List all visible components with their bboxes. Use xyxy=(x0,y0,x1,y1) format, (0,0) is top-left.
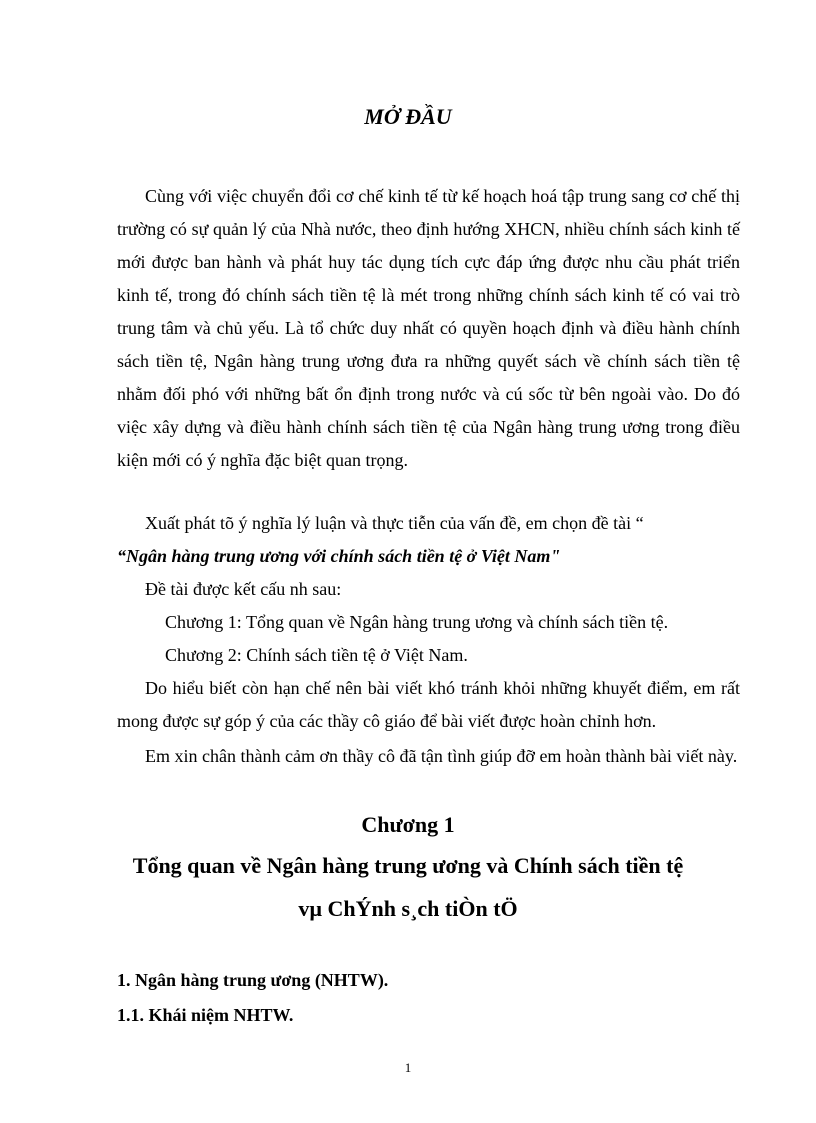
intro-paragraph-3: Do hiểu biết còn hạn chế nên bài viết khó tránh khỏi những khuyết điểm, em rất mong được sự góp ý của các thầy cô giáo để bài viết được hoàn chỉnh hơn. xyxy=(117,678,740,731)
section-heading-1: 1. Ngân hàng trung ương (NHTW). xyxy=(117,970,389,990)
chapter-1-outline: Chương 1: Tổng quan về Ngân hàng trung ương và chính sách tiền tệ. xyxy=(165,612,669,632)
chapter-title: Tổng quan về Ngân hàng trung ương và Chính sách tiền tệ xyxy=(132,853,684,878)
intro-paragraph-4: Em xin chân thành cảm ơn thầy cô đã tận tình giúp đỡ em hoàn thành bài viết này. xyxy=(145,746,738,766)
topic-title: “Ngân hàng trung ương với chính sách tiền tệ ở Việt Nam" xyxy=(117,546,561,566)
intro-paragraph-1: Cùng với việc chuyển đổi cơ chế kinh tế từ kế hoạch hoá tập trung sang cơ chế thị trường có sự quản lý của Nhà nước, theo định hướng XHCN, nhiều chính sách kinh tế mới được ban hành và phát huy tác dụng tích cực đáp ứng được nhu cầu phát triển kinh tế, trong đó chính sách tiền tệ là mét trong những chính sách kinh tế có vai trò trung tâm và chủ yếu. Là tổ chức duy nhất có quyền hoạch định và điều hành chính sách tiền tệ, Ngân hàng trung ương đưa ra những quyết sách về chính sách tiền tệ nhằm đối phó với những bất ổn định trong nước và cú sốc từ bên ngoài vào. Do đó việc xây dựng và điều hành chính sách tiền tệ của Ngân hàng trung ương trong điều kiện mới có ý nghĩa đặc biệt quan trọng. xyxy=(117,186,740,470)
intro-paragraph-2: Xuất phát tõ ý nghĩa lý luận và thực tiễn của vấn đề, em chọn đề tài “ xyxy=(145,513,644,533)
page-number: 1 xyxy=(404,1060,412,1075)
intro-heading: MỞ ĐẦU xyxy=(364,104,452,129)
structure-intro: Đề tài được kết cấu nh sau: xyxy=(145,579,342,599)
chapter-number: Chương 1 xyxy=(361,812,455,837)
section-heading-1-1: 1.1. Khái niệm NHTW. xyxy=(117,1005,294,1025)
chapter-2-outline: Chương 2: Chính sách tiền tệ ở Việt Nam. xyxy=(165,645,468,665)
chapter-title-continued: vµ ChÝnh s¸ch tiÒn tÖ xyxy=(298,896,518,921)
